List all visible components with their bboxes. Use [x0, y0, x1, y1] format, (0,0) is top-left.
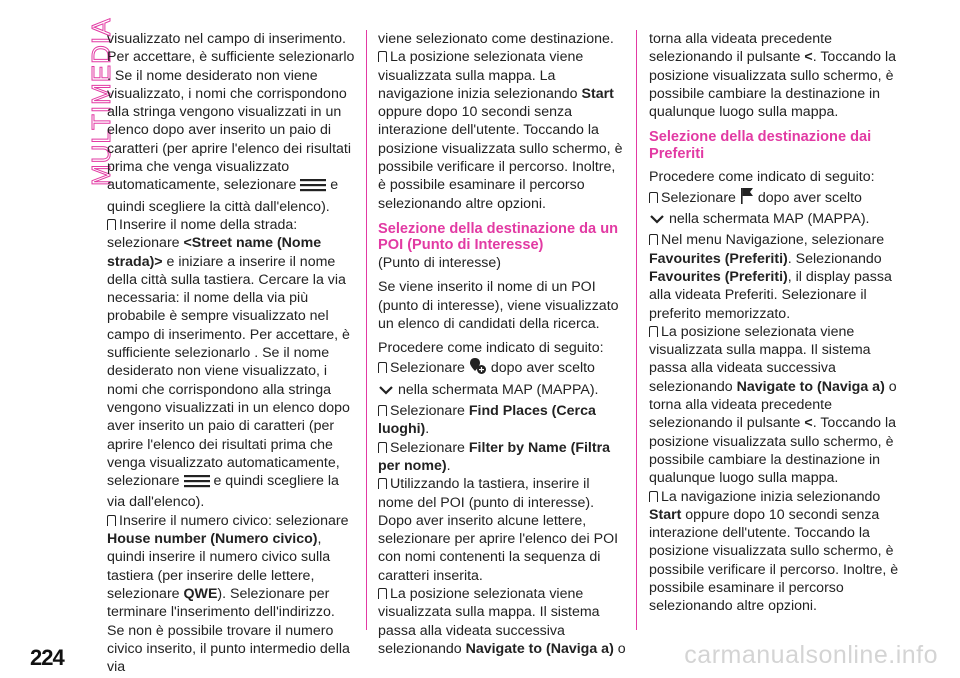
list-item: Selezionare dopo aver scelto nella schermata MAP (MAPPA). — [378, 357, 626, 402]
section-label: MULTIMEDIA — [86, 17, 116, 186]
paragraph: torna alla videata precedente selezionando il pulsante <. Toccando la posizione visualizzata sullo schermo, è possibile cambiare la destinazione in qualunque luogo sulla mappa. — [649, 31, 897, 121]
chevron-down-icon — [649, 212, 665, 231]
bullet-box-icon — [107, 515, 116, 526]
bullet-box-icon — [649, 192, 658, 203]
bullet-box-icon — [649, 234, 658, 245]
section-heading: Selezione della destinazione da un POI (Punto di Interesse) — [378, 220, 619, 254]
map-pin-plus-icon — [469, 357, 487, 380]
list-item: Selezionare dopo aver scelto nella schermata MAP (MAPPA). — [649, 187, 899, 232]
list-item: Nel menu Navigazione, selezionare Favourites (Preferiti). Selezionando Favourites (Preferiti), il display passa alla videata Preferiti. Selezionare il preferito memorizzato. — [649, 232, 892, 322]
bullet-box-icon — [378, 442, 387, 453]
watermark: carmanualsonline.info — [684, 641, 938, 669]
bullet-box-icon — [378, 478, 387, 489]
bullet-box-icon — [107, 219, 116, 230]
list-item: Utilizzando la tastiera, inserire il nome del POI (punto di interesse). Dopo aver inserito alcune lettere, selezionare per aprire l'elenco dei POI con nomi contenenti la sequenza di caratteri inserita. — [378, 476, 619, 584]
bullet-box-icon — [378, 405, 387, 416]
bullet-box-icon — [378, 362, 387, 373]
bullet-box-icon — [649, 326, 658, 337]
paragraph: viene selezionato come destinazione. — [378, 31, 614, 47]
flag-icon — [740, 187, 754, 210]
list-item: Inserire il numero civico: selezionare House number (Numero civico), quindi inserire il numero civico sulla tastiera (per inserire delle lettere, selezionare QWE). Selezionare per terminare l'inserimento dell'indirizzo. Se non è possibile trovare il numero civico inserito, il punto intermedio della via — [107, 512, 350, 676]
list-item: La navigazione inizia selezionando Start oppure dopo 10 secondi senza interazione dell'utente. Toccando la posizione visualizzata sullo schermo, è possibile verificare il percorso. Inoltre, è possibile esaminare il percorso selezionando altre opzioni. — [649, 488, 899, 615]
page-number: 224 — [30, 645, 64, 670]
section-heading: Selezione della destinazione dai Preferiti — [649, 129, 872, 162]
column-3 — [649, 30, 899, 616]
hamburger-list-icon — [184, 474, 210, 493]
column-divider — [366, 30, 367, 630]
column-divider — [636, 30, 637, 630]
column-1 — [107, 30, 355, 676]
paragraph: Se viene inserito il nome di un POI (punto di interesse), viene visualizzato un elenco di candidati della ricerca. — [378, 279, 619, 332]
list-item: La posizione selezionata viene visualizzata sulla mappa. Il sistema passa alla videata successiva selezionando Navigate to (Naviga a) o torna alla videata precedente selezionando il pulsante <. Toccando la posizione visualizzata sullo schermo, è possibile cambiare la destinazione in qualunque luogo sulla mappa. — [649, 323, 897, 487]
list-item: Selezionare Find Places (Cerca luoghi). — [378, 403, 596, 438]
paragraph: visualizzato nel campo di inserimento. Per accettare, è sufficiente selezionarlo . Se il nome desiderato non viene visualizzato, i nomi che corrispondono alla stringa vengono visualizzati in un elenco dopo aver inserito un paio di caratteri (per aprire l'elenco dei risultati prima che venga visualizzato automaticamente, selezionare e quindi scegliere la città dall'elenco). — [107, 31, 355, 215]
chevron-down-icon — [378, 383, 394, 402]
hamburger-list-icon — [300, 178, 326, 197]
list-item: La posizione selezionata viene visualizzata sulla mappa. La navigazione inizia selezionando Start oppure dopo 10 secondi senza interazione dell'utente. Toccando la posizione visualizzata sullo schermo, è possibile verificare il percorso. Inoltre, è possibile esaminare il percorso selezionando altre opzioni. — [378, 49, 623, 212]
bullet-box-icon — [378, 51, 387, 62]
bullet-box-icon — [649, 491, 658, 502]
list-item: La posizione selezionata viene visualizzata sulla mappa. Il sistema passa alla videata successiva selezionando Navigate to (Naviga a) o — [378, 586, 626, 657]
list-item: Inserire il nome della strada: selezionare <Street name (Nome strada)> e iniziare a inserire il nome della città sulla tastiera. Cercare la via necessaria: il nome della via più probabile è sempre visualizzato nel campo di inserimento. Per accettare, è sufficiente selezionarlo . Se il nome desiderato non viene visualizzato, i nomi che corrispondono alla stringa vengono visualizzati in un elenco dopo aver inserito un paio di caratteri (per aprire l'elenco dei risultati prima che venga visualizzato automaticamente, selezionare e quindi scegliere la via dall'elenco). — [107, 216, 350, 511]
subheading: (Punto di interesse) — [378, 254, 502, 271]
section-tab — [30, 16, 116, 206]
paragraph: Procedere come indicato di seguito: — [649, 169, 875, 186]
paragraph: Procedere come indicato di seguito: — [378, 340, 604, 357]
list-item: Selezionare Filter by Name (Filtra per nome). — [378, 439, 611, 474]
bullet-box-icon — [378, 588, 387, 599]
column-2 — [378, 30, 626, 658]
